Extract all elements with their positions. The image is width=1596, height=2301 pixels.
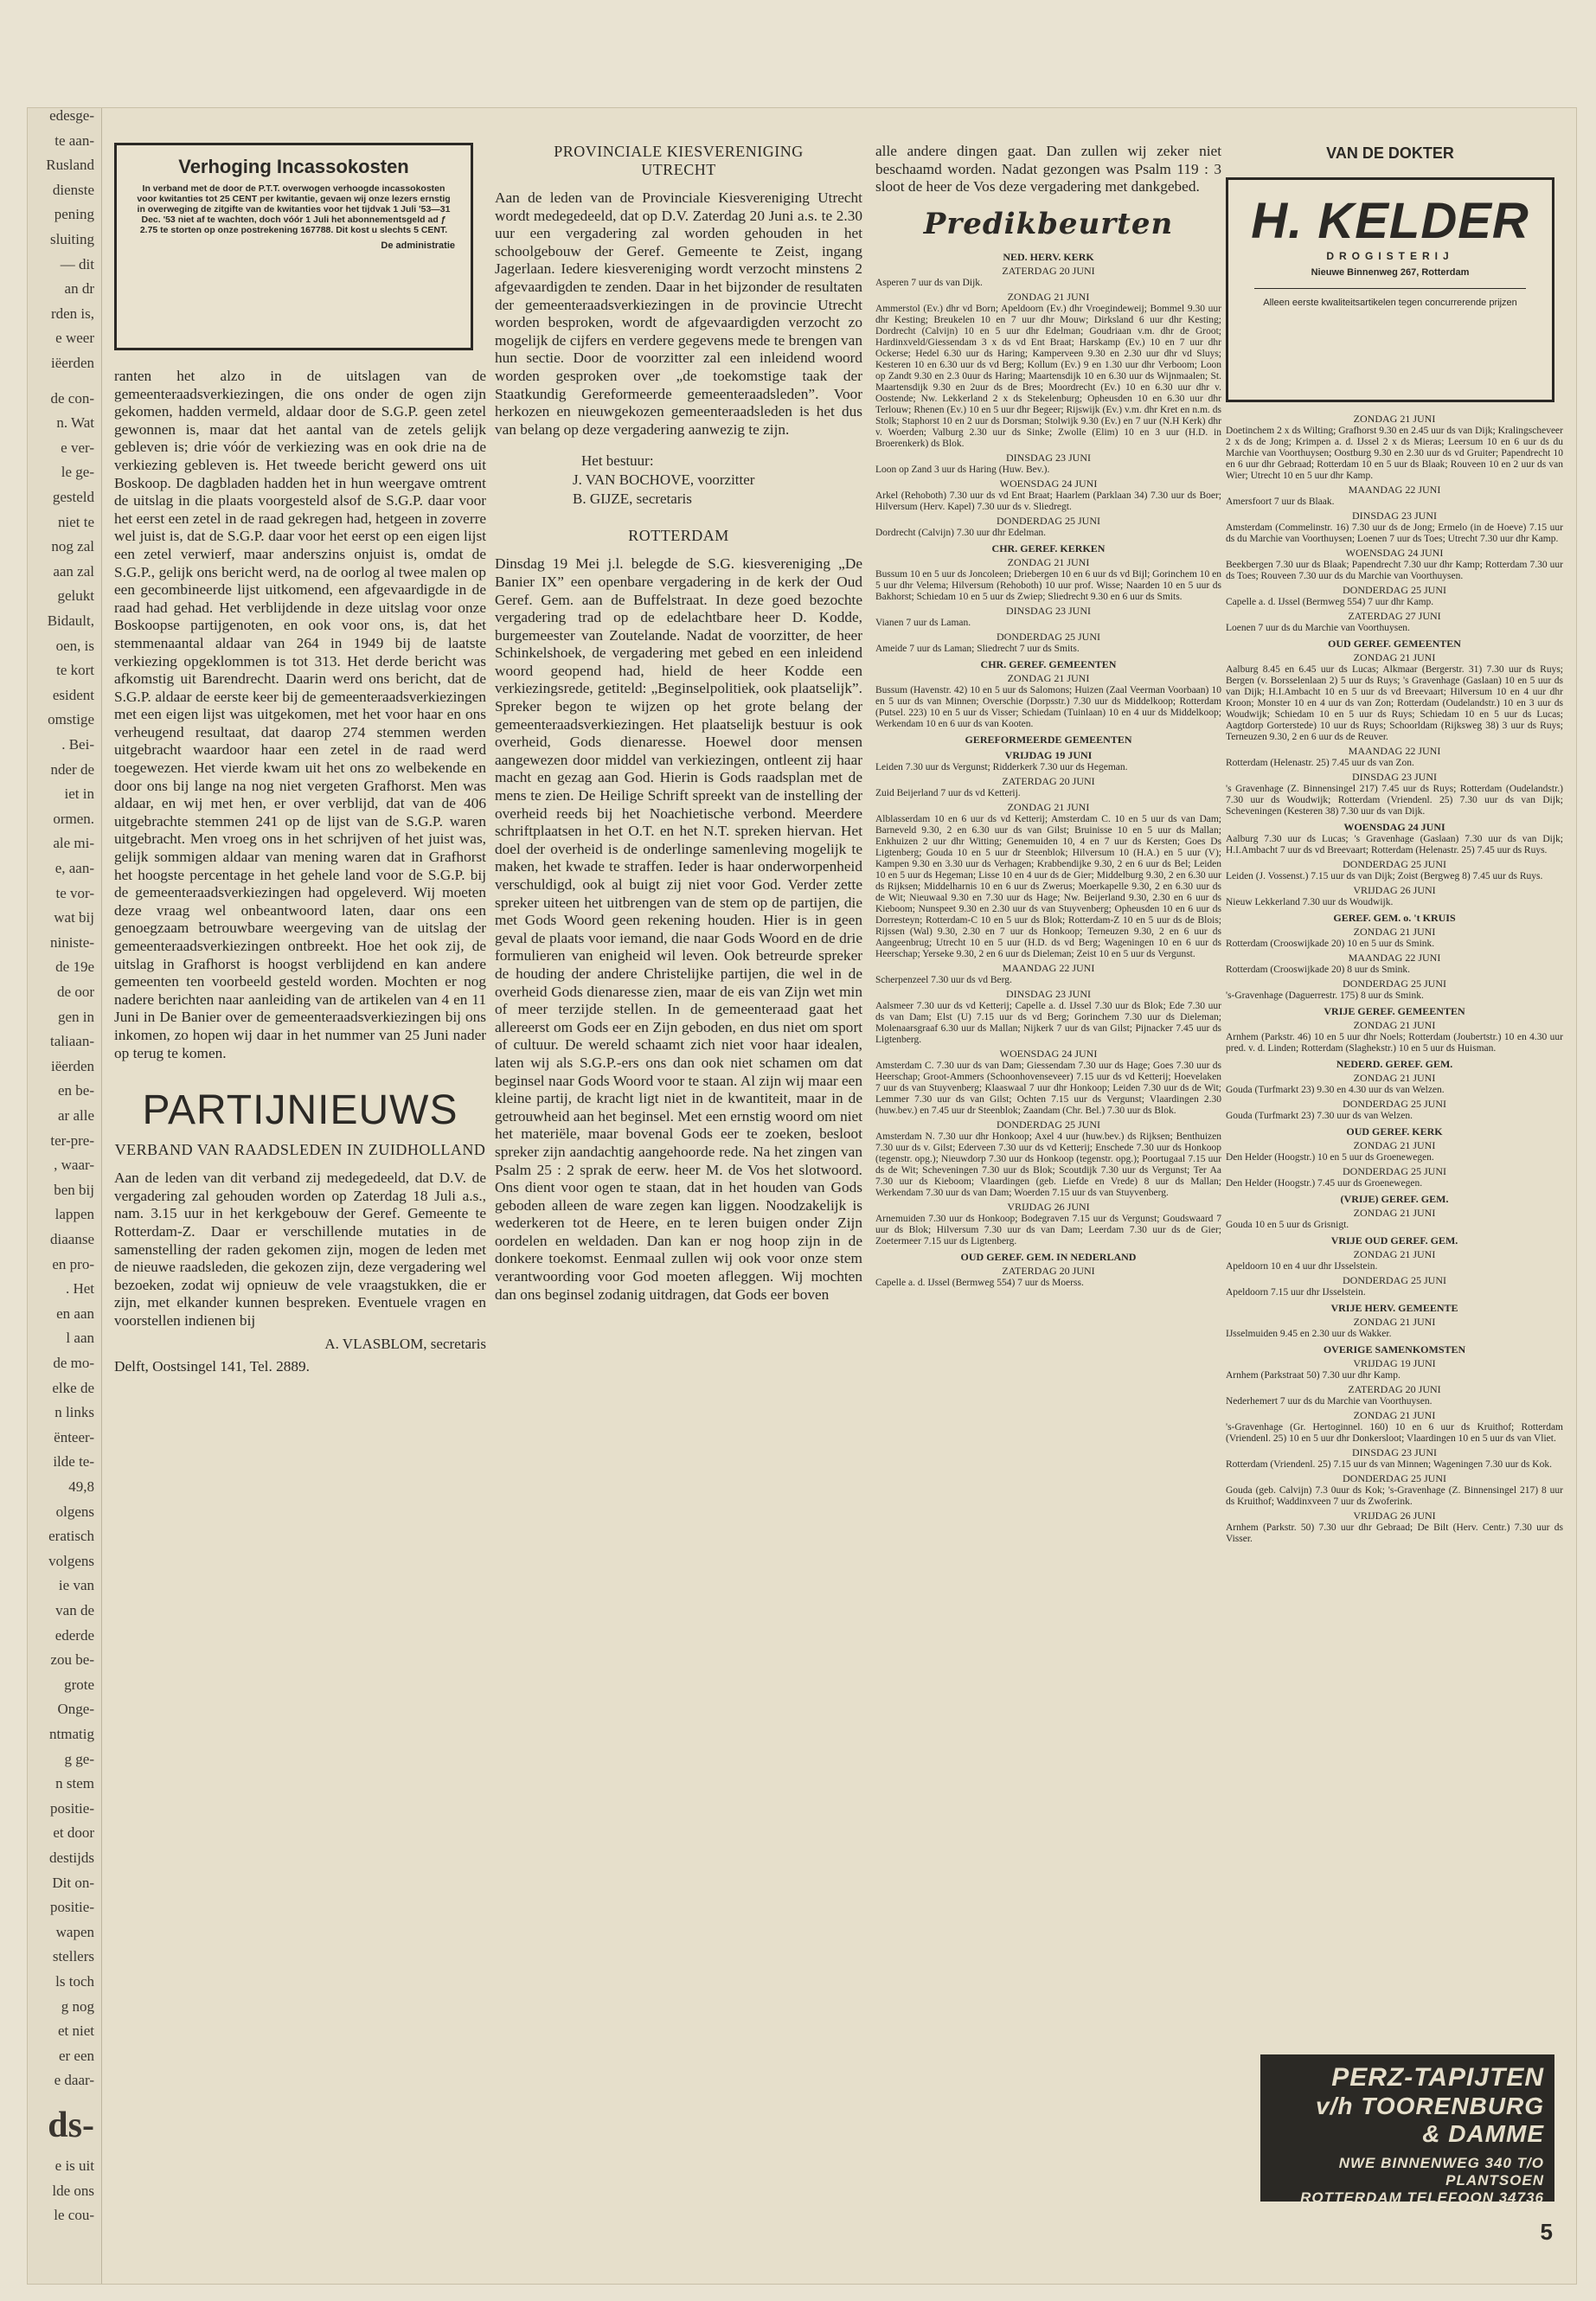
schedule-heading: VRIJE HERV. GEMEENTE — [1330, 1302, 1458, 1314]
edge-fragment: oen, is — [55, 637, 94, 654]
edge-fragment: lappen — [54, 1206, 94, 1223]
edge-fragment: edesge- — [49, 108, 94, 124]
edge-fragment: iëerden — [50, 355, 94, 371]
edge-fragment: en pro- — [52, 1255, 94, 1272]
schedule-entry: Nederhemert 7 uur ds du Marchie van Voorthuysen. — [1226, 1396, 1433, 1407]
schedule-heading: DONDERDAG 25 JUNI — [1343, 977, 1446, 990]
schedule-heading: ZONDAG 21 JUNI — [1353, 651, 1436, 663]
edge-fragment: ënteer- — [54, 1428, 94, 1445]
schedule-entry: Arnhem (Parkstr. 50) 7.30 uur dhr Gebraad; De Bilt (Herv. Centr.) 7.30 uur ds Visser. — [1226, 1522, 1563, 1544]
secretaris-signature: B. GIJZE, secretaris — [573, 490, 692, 508]
edge-fragment: et niet — [57, 2022, 94, 2040]
edge-fragment: en be- — [57, 1082, 94, 1099]
schedule-heading: WOENSDAG 24 JUNI — [1345, 547, 1444, 559]
schedule-entry: Rotterdam (Crooswijkade 20) 8 uur ds Smink. — [1226, 965, 1411, 975]
column-2 — [495, 143, 862, 1304]
schedule-entry: Arkel (Rehoboth) 7.30 uur ds vd Ent Braat; Haarlem (Parklaan 34) 7.30 uur ds Boer; Hilversum (Herv. Kapel) 7.30 uur ds v. Sliedregt. — [875, 490, 1221, 512]
edge-fragment: niet te — [57, 513, 94, 530]
schedule-heading: DONDERDAG 25 JUNI — [1343, 1472, 1446, 1484]
edge-fragment: te kort — [56, 662, 94, 679]
schedule-heading: ZONDAG 21 JUNI — [1353, 1072, 1436, 1084]
schedule-entry: Amsterdam (Commelinstr. 16) 7.30 uur ds de Jong; Ermelo (in de Hoeve) 7.15 uur ds du Marchie van Voorthuysen; Loenen 7 uur ds Toes; Utrecht 7.30 uur dhr Kamp. — [1226, 522, 1563, 544]
schedule-entry: Gouda (Turfmarkt 23) 7.30 uur ds van Welzen. — [1226, 1111, 1413, 1121]
schedule-entry: 's-Gravenhage (Gr. Hertoginnel. 160) 10 en 6 uur ds Kruithof; Rotterdam (Vriendenl. 25) 10 en 5 uur dhr Donkersloot; Vlaardingen 10 en 5 uur ds van Vliet. — [1226, 1422, 1563, 1444]
edge-fragment: le ge- — [61, 464, 94, 481]
schedule-heading: VRIJDAG 26 JUNI — [1353, 884, 1436, 896]
schedule-heading: (VRIJE) GEREF. GEM. — [1340, 1193, 1449, 1205]
schedule-entry: Aalburg 8.45 en 6.45 uur ds Lucas; Alkmaar (Bergerstr. 31) 7.30 uur ds Ruys; Bergen (v. Borsselenlaan 2) 5 uur ds Ruys; 's Gravenhage (Gaslaan) 10 en 5 uur ds van Dijk; H.I.Ambacht 10 en 5 uur ds vd Breevaart; Hilversum 10 en 4 uur dhr Kroon; Monster 10 en 4 uur ds van Zon; Rotterdam (Oudelandstr.) 10 en 3 uur ds Woudwijk; Schiedam 10 en 5 uur ds Ruys; Schiedam 10 en 5 uur ds Lucas; Aagtdorp Gorterstede) 10 uur ds Ruys; Schoorldam (Rijksweg 38) 3 uur ds Ruys; Terneuzen 9.30, 2 en 6 uur ds de Reuver. — [1226, 664, 1563, 742]
edge-fragment: dienste — [52, 181, 94, 198]
column-3 — [875, 143, 1221, 1289]
prov-kiesvereniging-text: Aan de leden van de Provinciale Kiesvereniging Utrecht wordt medegedeeld, dat op D.V. Zaterdag 20 Juni a.s. te 2.30 uur een vergadering zal worden gehouden in het schoolgebouw der Geref. Gemeente te Zeist, ingang Jagerlaan. Iedere kiesvereniging wordt verzocht minstens 2 afgevaardigden te zenden. Daar in het bijzonder de resultaten der gemeenteraadsverkiezingen in de provincie Utrecht worden besproken, wordt de afgevaardigden verzocht zo mogelijk de cijfers en verdere gegevens mede te brengen van hun sectie. Door de voorzitter zal een inleidend woord worden gesproken over „de toekomstige taak der Staatkundig Gereformeerde gemeenteraadsleden”. Voor herkozen en nieuwgekozen gemeenteraadsleden is het dus van belang op deze vergadering aanwezig te zijn. — [495, 189, 862, 438]
schedule-heading: ZONDAG 21 JUNI — [1353, 1248, 1436, 1260]
edge-fragment: olgens — [55, 1503, 94, 1520]
edge-fragment: g nog — [61, 1997, 94, 2015]
schedule-entry: Aalburg 7.30 uur ds Lucas; 's Gravenhage (Gaslaan) 7.30 uur ds van Dijk; H.I.Ambacht 7 uur ds vd Breevaart; Rotterdam (Helenastr. 25) 7.45 uur ds Ruys. — [1226, 834, 1563, 856]
edge-fragment: Dit on- — [52, 1874, 94, 1891]
edge-fragment: taliaan- — [50, 1033, 94, 1050]
edge-fragment: , waar- — [54, 1157, 94, 1174]
schedule-heading: OVERIGE SAMENKOMSTEN — [1323, 1343, 1466, 1356]
edge-fragment: gesteld — [52, 489, 94, 505]
schedule-heading: DONDERDAG 25 JUNI — [1343, 858, 1446, 870]
election-results-article: ranten het alzo in de uitslagen van de gemeenteraadsverkiezingen, die ons onder de ogen zijn gekomen, hadden vermeld, aldaar door de S.G.P. geen zetel gewonnen is, maar dat het aantal van de zetels gelijk gebleven is; drie vóór de verkiezing was en ook drie na de verkiezing gebleven is. Het tweede bericht gewerd ons uit Boskoop. De dagbladen hadden het in hun weergave omtrent de uitslag in die plaats voorgesteld alsof de S.G.P. daar voor het eerst een zetel in de raad gekregen had, hetgeen in zoverre wel juist is, dat de S.G.P. daar voor het eerst op een eigen lijst een zetel verwierf, maar anderszins onjuist is, omdat de S.G.P., gelijk ons bericht werd, na de oorlog al twee malen op een gecombineerde lijst uitkomend, een afgevaardigde in de raad had gehad. Het verblijdende in deze uitslag voor onze Boskoopse partijgenoten, en ook voor ons, is, dat het stemmenaantal aldaar van 264 in 1949 bij de laatste verkiezing opgeklommen is tot 313. Het derde bericht was afkomstig uit Barendrecht. Daarin werd ons bericht, dat de S.G.P. aldaar de eerste keer bij de gemeenteraadsverkiezingen met een eigen lijst was uitgekomen, met het voor haar en ons verheugend resultaat, dat daarop 274 stemmen werden uitgebracht waardoor haar een zetel in de raad werd toegewezen. Het vierde kwam uit het ons zo welbekende en door ons bij lange na nog niet vergeten Grafhorst. Men was aldaar, en wij met hen, er over verblijd, dat van de 406 uitgebrachte stemmen 241 op de lijst van de S.G.P. waren uitgebracht. Men vroeg ons in het schrijven of het juist was, gelijk sommigen aldaar van mening waren dat in Grafhorst het hoogste percentage in het gehele land voor de S.G.P. bij de gemeenteraadsverkiezingen had opgeleverd. Wij moeten deze vraag wel onbeantwoord laten, daar ons een genoegzaam betrouwbare weergeving van de uitslag der gemeenteraadsverkiezingen ontbreekt. Hoe het ook zij, de uitslag in Grafhorst is hoogst verblijdend en kan andere gemeenten ten voorbeeld gesteld worden. Mochten er nog nadere berichten naar aanleiding van de artikelen van 4 en 11 Juni in De Banier over de gemeenteraadsverkiezingen bij ons inkomen, zo hopen wij daar in het nummer van 25 Juni nader op terug te komen. — [114, 368, 486, 1061]
schedule-entry: Scherpenzeel 7.30 uur ds vd Berg. — [875, 974, 1012, 985]
schedule-heading: WOENSDAG 24 JUNI — [1343, 821, 1445, 833]
edge-fragment: ben bij — [54, 1181, 94, 1198]
edge-fragment: nog zal — [51, 538, 94, 555]
incasso-title: Verhoging Incassokosten — [178, 156, 409, 177]
edge-fragment: wat bij — [54, 909, 94, 926]
edge-fragment: de mo- — [53, 1355, 94, 1371]
edge-fragment: e is uit — [54, 2157, 94, 2174]
kelder-name: H. KELDER — [1251, 193, 1529, 249]
schedule-heading: MAANDAG 22 JUNI — [1348, 952, 1441, 964]
edge-fragment: ale mi- — [53, 835, 94, 852]
schedule-heading: VRIJE OUD GEREF. GEM. — [1330, 1234, 1458, 1247]
schedule-heading: DONDERDAG 25 JUNI — [997, 1118, 1100, 1131]
edge-fragment: eratisch — [48, 1528, 94, 1545]
edge-fragment: Onge- — [57, 1701, 94, 1718]
edge-fragment: de oor — [57, 984, 94, 1000]
schedule-heading: CHR. GEREF. GEMEENTEN — [980, 657, 1117, 670]
schedule-entry: Beekbergen 7.30 uur ds Blaak; Papendrecht 7.30 uur dhr Kamp; Rotterdam 7.30 uur ds Toes; Rouveen 7.30 uur ds du Marchie van Voorthuysen. — [1226, 560, 1563, 581]
schedule-entry: Gouda (geb. Calvijn) 7.3 0uur ds Kok; 's-Gravenhage (Z. Binnensingel 217) 8 uur ds Kruithof; Waddinxveen 7 uur ds Zwoferink. — [1226, 1485, 1563, 1507]
schedule-entry: Bussum 10 en 5 uur ds Joncoleen; Driebergen 10 en 6 uur ds vd Bijl; Gorinchem 10 en 5 uur dhr Velema; Hilversum (Rehoboth) 10 uur prof. Wisse; Naarden 10 en 5 uur ds Bakhorst; Schiedam 10 en 5 uur ds Zwiep; Sliedrecht 9.30 en 6 uur ds Smits. — [875, 568, 1221, 602]
schedule-entry: Zuid Beijerland 7 uur ds vd Ketterij. — [875, 787, 1021, 798]
schedule-entry: Asperen 7 uur ds van Dijk. — [875, 277, 983, 288]
schedule-heading: GEREFORMEERDE GEMEENTEN — [965, 733, 1132, 746]
verband-address: Delft, Oostsingel 141, Tel. 2889. — [114, 1357, 310, 1375]
ad-line-5: ROTTERDAM TELEFOON 34736 — [1300, 2189, 1544, 2206]
edge-fragment: n links — [54, 1404, 94, 1421]
edge-fragment: pening — [54, 206, 94, 223]
schedule-entry: Ameide 7 uur ds Laman; Sliedrecht 7 uur ds Smits. — [875, 643, 1080, 654]
schedule-heading: DINSDAG 23 JUNI — [1006, 451, 1091, 464]
edge-fragment: destijds — [49, 1849, 94, 1866]
edge-fragment: iet in — [64, 785, 94, 803]
edge-fragment: ederde — [54, 1626, 94, 1644]
prov-kiesvereniging-heading: PROVINCIALE KIESVERENIGING UTRECHT — [554, 143, 804, 178]
edge-fragment: e weer — [55, 330, 94, 347]
voorzitter-signature: J. VAN BOCHOVE, voorzitter — [573, 471, 755, 489]
schedule-entry: Amersfoort 7 uur ds Blaak. — [1226, 497, 1335, 507]
edge-fragment: positie- — [50, 1799, 94, 1817]
edge-fragment: wapen — [55, 1923, 94, 1940]
edge-fragment: de con- — [50, 389, 94, 407]
schedule-heading: DINSDAG 23 JUNI — [1352, 771, 1437, 783]
edge-fragment: volgens — [48, 1552, 94, 1569]
schedule-heading: DONDERDAG 25 JUNI — [1343, 1274, 1446, 1286]
schedule-heading: DONDERDAG 25 JUNI — [1343, 584, 1446, 596]
edge-fragment: elke de — [52, 1379, 94, 1396]
edge-fragment: ormen. — [53, 810, 94, 827]
edge-fragment: ter-pre- — [50, 1131, 94, 1149]
schedule-entry: Arnhem (Parkstraat 50) 7.30 uur dhr Kamp. — [1226, 1370, 1401, 1381]
schedule-heading: NED. HERV. KERK — [1003, 250, 1094, 263]
schedule-entry: Gouda (Turfmarkt 23) 9.30 en 4.30 uur ds van Welzen. — [1226, 1085, 1445, 1095]
verband-signature: A. VLASBLOM, secretaris — [324, 1335, 486, 1352]
schedule-entry: Capelle a. d. IJssel (Bermweg 554) 7 uur dhr Kamp. — [1226, 597, 1434, 607]
edge-fragment: ls toch — [55, 1973, 94, 1990]
edge-fragment: ntmatig — [49, 1726, 94, 1742]
schedule-entry: IJsselmuiden 9.45 en 2.30 uur ds Wakker. — [1226, 1329, 1392, 1339]
schedule-heading: VRIJDAG 19 JUNI — [1004, 748, 1093, 761]
edge-fragment: sluiting — [49, 231, 94, 247]
edge-fragment: van de — [55, 1602, 94, 1618]
schedule-heading: ZONDAG 21 JUNI — [1353, 1139, 1436, 1151]
edge-fragment: 49,8 — [68, 1478, 94, 1495]
schedule-heading: ZONDAG 21 JUNI — [1353, 1019, 1436, 1031]
schedule-heading: NEDERD. GEREF. GEM. — [1336, 1058, 1453, 1070]
edge-fragment: diaanse — [50, 1231, 94, 1247]
schedule-entry: Apeldoorn 10 en 4 uur dhr IJsselstein. — [1226, 1261, 1378, 1272]
schedule-heading: DINSDAG 23 JUNI — [1352, 510, 1437, 522]
schedule-heading: DONDERDAG 25 JUNI — [997, 630, 1100, 643]
schedule-heading: DINSDAG 23 JUNI — [1006, 987, 1091, 1000]
schedule-entry: Rotterdam (Vriendenl. 25) 7.15 uur ds van Minnen; Wageningen 7.30 uur ds Kok. — [1226, 1459, 1552, 1470]
incasso-signature: De administratie — [381, 240, 455, 251]
schedule-entry: Aalsmeer 7.30 uur ds vd Ketterij; Capelle a. d. IJssel 7.30 uur ds Blok; Ede 7.30 uur ds van Dam; Elst (U) 7.15 uur ds vd Berg; Gorinchem 7.30 uur ds Dieleman; Molenaarsgraaf 6.30 uur ds Mallan; Nijkerk 7 uur ds van Gilst; Pijnacker 7.45 uur ds Ligtenberg. — [875, 1000, 1221, 1045]
schedule-heading: MAANDAG 22 JUNI — [1002, 961, 1095, 974]
schedule-entry: Gouda 10 en 5 uur ds Grisnigt. — [1226, 1220, 1349, 1230]
verband-heading: VERBAND VAN RAADSLEDEN IN ZUIDHOLLAND — [114, 1141, 486, 1159]
incasso-notice-box — [114, 143, 473, 350]
edge-fragment: zou be- — [50, 1651, 94, 1669]
rotterdam-article-continued: alle andere dingen gaat. Dan zullen wij zeker niet beschaamd worden. Nadat gezongen was Psalm 119 : 3 sloot de heer de Vos deze vergadering met dankgebed. — [875, 143, 1221, 195]
edge-fragment: ilde te- — [53, 1453, 94, 1471]
edge-fragment: lde ons — [52, 2182, 94, 2199]
edge-fragment: e, aan- — [54, 860, 94, 876]
edge-fragment: an dr — [64, 280, 94, 298]
edge-fragment: de 19e — [55, 958, 94, 976]
schedule-heading: CHR. GEREF. KERKEN — [991, 542, 1106, 554]
schedule-entry: Bussum (Havenstr. 42) 10 en 5 uur ds Salomons; Huizen (Zaal Veerman Voorbaan) 10 en 5 uur ds van Minnen; Overschie (Dorpsstr.) 7.30 uur ds Middelkoop; Rotterdam (Putsel. 223) 10 en 5 uur ds Visser; Schiedam (Tuinlaan) 10 en 4 uur ds Middelkoop; Werkendam 10 en 6 uur ds van Kooten. — [875, 684, 1221, 729]
schedule-entry: Alblasserdam 10 en 6 uur ds vd Ketterij; Amsterdam C. 10 en 5 uur ds van Dam; Barneveld 9.30, 2 en 6.30 uur ds van Gilst; Bruinisse 10 en 5 uur ds Mallan; Enkhuizen 2 uur dhr Witting; Genemuiden 10, 4 en 7 uur ds Kersten; Goes Ds Ligtenberg; Gouda 10 en 5 uur dr Steenblok; Hilversum 10 (H.A.) en 5 uur (V); Kampen 9.30 en 3.30 uur ds Verhagen; Krabbendijke 9.30, 2 en 6 uur ds Bel; Leiden 10 en 5 uur ds Hegeman; Lisse 10 en 4 uur ds de Gier; Middelburg 9.30, 2 en 6.30 uur ds Rijksen; Middelharnis 10 en 6 uur ds Zwerus; Moerkapelle 9.30, 2 en 6.30 uur ds de Wit; Nieuwaal 9.30 en 7.30 uur ds Hage; Nw. Beijerland 9.30, 2.30 en 6 uur ds Kieboom; Nunspeet 9.30 en 2.30 uur ds van Stuyvenberg; Opheusden 10 en 6 uur ds Dorresteyn; Rotterdam-C 10 en 5 uur ds Blok; Rotterdam-Z 10 en 5 uur ds de Blois; Rijssen (Wal) 9.30, 2.30 en 7 uur ds Honkoop; Terneuzen 9.30, 2 en 6 uur ds Aangeenbrug; Utrecht 10 en 5 uur (H.D. ds vd Berg; Wageningen 10 en 6 uur ds Heerschap; Yerseke 9.30, 2 en 6 uur ds Dieleman; Zeist 10 en 5 uur ds Vergunst. — [875, 813, 1221, 959]
schedule-entry: Apeldoorn 7.15 uur dhr IJsselstein. — [1226, 1287, 1366, 1298]
drogisterij-label: DROGISTERIJ — [1326, 250, 1454, 262]
edge-fragment: gelukt — [57, 587, 94, 605]
predikbeurten-list-a — [875, 252, 1221, 1289]
edge-fragment: Rusland — [46, 157, 94, 174]
verband-text: Aan de leden van dit verband zij medegedeeld, dat D.V. de vergadering zal gehouden worden op Zaterdag 18 Juli a.s., nam. 3.15 uur in het kerkgebouw der Geref. Gemeente te Rotterdam-Z. Daar er verschillende mutaties in de samenstelling der raden gekomen zijn, mogen de leden met de nieuwe raadsleden, die gekozen zijn, deze vergadering wel bezoeken, zodat wij opnieuw de vele vraagstukken, die er zijn, met elkander kunnen bespreken. Eventuele vragen en voorstellen indienen bij — [114, 1170, 486, 1329]
schedule-heading: WOENSDAG 24 JUNI — [999, 1047, 1098, 1060]
perz-tapijten-advertisement — [1260, 2054, 1554, 2206]
schedule-heading: GEREF. GEM. o. 't KRUIS — [1333, 912, 1456, 924]
newspaper-page — [28, 108, 1576, 2284]
incasso-text: In verband met de door de P.T.T. overwogen verhoogde incassokosten voor kwitanties tot 25 CENT per kwitantie, gevaen wij onze lezers ernstig in overweging de zitgifte van de kwitanties voor het tijdvak 1 Juli '53—31 Dec. '53 niet af te wachten, doch vóór 1 Juli het abonnementsgeld ad ƒ 2.75 te storten op onze postrekening 167788. Dit kost u slechts 5 CENT. — [137, 183, 451, 235]
schedule-heading: WOENSDAG 24 JUNI — [999, 477, 1098, 490]
schedule-entry: Loon op Zand 3 uur ds Haring (Huw. Bev.). — [875, 464, 1050, 475]
edge-fragment: — dit — [60, 255, 94, 272]
edge-fragment: gen in — [57, 1008, 94, 1025]
schedule-heading: ZATERDAG 20 JUNI — [1348, 1383, 1441, 1395]
edge-fragment: le cou- — [54, 2207, 94, 2224]
schedule-heading: ZONDAG 21 JUNI — [1353, 1316, 1436, 1328]
edge-fragment: ds- — [48, 2106, 94, 2145]
schedule-heading: VRIJDAG 26 JUNI — [1007, 1200, 1090, 1213]
schedule-entry: Arnemuiden 7.30 uur ds Honkoop; Bodegraven 7.15 uur ds Vergunst; Goudswaard 7 uur ds Blok; Hilversum 7.30 uur ds van Dam; Leerdam 7.30 uur ds de Gier; Zoetermeer 7.15 uur ds Ligtenberg. — [875, 1213, 1221, 1247]
schedule-heading: OUD GEREF. KERK — [1346, 1125, 1443, 1138]
edge-fragment: rden is, — [50, 304, 94, 322]
edge-fragment: grote — [64, 1676, 94, 1693]
schedule-entry: Ammerstol (Ev.) dhr vd Born; Apeldoorn (Ev.) dhr Vroegindeweij; Bommel 9.30 uur dhr Kesting; Breukelen 10 en 7 uur dhr Mouw; Dirksland 6 uur dhr Kesting; Dordrecht (Calvijn) 10 en 5 uur dhr Edelman; Goudriaan v.m. dhr de Groot; Hardinxveld/Giessendam 3 x ds vd Ent Braat; Harskamp (Ev.) 10 en 7 uur dhr Ockerse; Hedel 6.30 uur ds Haring; Kamperveen 9.30 en 2.30 uur dhr vd Sluys; Kesteren 10 en 6.30 uur ds vd Berg; Kollum (Ev.) 9 en 1.30 uur dhr Verboom; Loon op Zandt 9.30 en 2.3 0uur ds Haring; Maartensdijk 10 en 6.30 uur ds Wijnmaalen; St. Maartensdijk 9.30 en 2uur ds de Bres; Moordrecht (Ev.) 10 en 6.30 uur dhr v. Oostende; Nw. Lekkerland 2 x ds Stekelenburg; Opheusden 10 en 6.30 uur dhr Terlouw; Rhenen (Ev.) 10 en 5 uur dhr Begeer; Rijswijk (Ev.) v.m. dhr Kret en n.m. ds Stolk; Staphorst 10 en 2 uur ds Dorsman; Stolwijk 9.30 (Ev.) en 7 uur (N.H Kerk) dhr v. Woerden; Valburg 2.30 uur ds Sinke; Zwolle (Elim) 10 en 3 uur (H.D. in Broerenkerk) ds Blok. — [875, 303, 1221, 449]
schedule-entry: Den Helder (Hoogstr.) 10 en 5 uur ds Groenewegen. — [1226, 1152, 1434, 1163]
edge-fragment: en aan — [56, 1304, 94, 1322]
schedule-heading: VRIJDAG 26 JUNI — [1353, 1509, 1436, 1522]
schedule-heading: MAANDAG 22 JUNI — [1348, 745, 1441, 757]
schedule-heading: ZATERDAG 27 JUNI — [1348, 610, 1441, 622]
schedule-entry: 's-Gravenhage (Daguerrestr. 175) 8 uur ds Smink. — [1226, 990, 1424, 1001]
edge-fragment: omstige — [48, 711, 94, 728]
edge-fragment: esident — [52, 686, 94, 703]
schedule-heading: DINSDAG 23 JUNI — [1352, 1446, 1437, 1458]
ad-line-2: v/h TOORENBURG — [1316, 2093, 1544, 2119]
schedule-heading: OUD GEREF. GEMEENTEN — [1328, 638, 1461, 650]
edge-fragment: niniste- — [50, 933, 94, 951]
ad-divider — [1254, 288, 1526, 289]
edge-fragment: aan zal — [53, 562, 94, 580]
bestuur-label: Het bestuur: — [581, 452, 654, 470]
schedule-entry: Dordrecht (Calvijn) 7.30 uur dhr Edelman. — [875, 527, 1047, 538]
schedule-heading: OUD GEREF. GEM. IN NEDERLAND — [960, 1250, 1137, 1263]
kelder-slogan: Alleen eerste kwaliteitsartikelen tegen concurrerende prijzen — [1263, 298, 1517, 308]
edge-fragment: te aan- — [54, 131, 94, 149]
edge-fragment: iëerden — [50, 1057, 94, 1074]
predikbeurten-list-b — [1226, 411, 1563, 1545]
schedule-heading: DONDERDAG 25 JUNI — [1343, 1165, 1446, 1177]
schedule-heading: MAANDAG 22 JUNI — [1348, 484, 1441, 496]
ad-line-4: NWE BINNENWEG 340 T/O PLANTSOEN — [1338, 2155, 1544, 2189]
edge-fragment: nder de — [50, 760, 94, 778]
schedule-entry: Rotterdam (Crooswijkade 20) 10 en 5 uur ds Smink. — [1226, 939, 1435, 949]
edge-fragment: l aan — [66, 1330, 94, 1347]
edge-fragment: e ver- — [61, 439, 94, 456]
edge-fragment: ie van — [58, 1577, 94, 1594]
schedule-heading: ZATERDAG 20 JUNI — [1002, 264, 1095, 277]
partijnieuws-heading: PARTIJNIEUWS — [142, 1087, 458, 1134]
schedule-heading: DONDERDAG 25 JUNI — [997, 514, 1100, 527]
schedule-entry: Rotterdam (Helenastr. 25) 7.45 uur ds van Zon. — [1226, 758, 1414, 768]
schedule-entry: Nieuw Lekkerland 7.30 uur ds Woudwijk. — [1226, 897, 1394, 907]
schedule-heading: ZONDAG 21 JUNI — [1353, 413, 1436, 425]
schedule-entry: Leiden 7.30 uur ds Vergunst; Ridderkerk 7.30 uur ds Hegeman. — [875, 761, 1128, 772]
edge-fragment: stellers — [52, 1948, 94, 1965]
edge-fragment: n stem — [55, 1775, 94, 1792]
rotterdam-heading: ROTTERDAM — [628, 527, 729, 545]
kelder-advertisement — [1226, 177, 1554, 402]
schedule-heading: ZONDAG 21 JUNI — [1007, 290, 1090, 303]
kelder-address: Nieuwe Binnenweg 267, Rotterdam — [1311, 267, 1470, 278]
schedule-heading: VRIJDAG 19 JUNI — [1353, 1357, 1436, 1369]
edge-fragment: . Bei- — [61, 736, 94, 753]
schedule-entry: Doetinchem 2 x ds Wilting; Grafhorst 9.30 en 2.45 uur ds van Dijk; Kralingscheveer 2 x ds de Jong; Krimpen a. d. IJssel 2 x ds Mieras; Leersum 10 en 6 uur ds du Marchie van Voorthuysen; Oostburg 9.30 en 2.30 uur ds vd Gruiter; Papendrecht 10 en 6 uur dhr Gebraad; Rotterdam 10 en 5 uur ds Blaak; Rouveen 10 en 2 uur ds van Wier; Utrecht 10 en 5 uur dhr Kamp. — [1226, 426, 1563, 481]
schedule-heading: DONDERDAG 25 JUNI — [1343, 1098, 1446, 1110]
ad-line-3: & DAMME — [1422, 2120, 1544, 2147]
page-number: 5 — [1540, 2219, 1553, 2245]
predikbeurten-heading: Predikbeurten — [923, 206, 1174, 241]
schedule-entry: Amsterdam N. 7.30 uur dhr Honkoop; Axel 4 uur (huw.bev.) ds Rijksen; Benthuizen 7.30 uur ds v. Gilst; Ederveen 7.30 uur ds vd Ketterij; Enschede 7.30 uur ds Honkoop (tegenstr. opg.); Nieuwdorp 7.30 uur ds Honkoop (tegenstr. opg.); Poortugaal 7.15 uur ds de Wit; Scheveningen 7.30 uur ds Blok; Scoutdijk 7.30 uur ds Vergunst; Ter Aa 7.30 uur ds Kieboom; Vlaardingen (geb. Liefde en Vrede) 8 uur ds Mallan; Werkendam 7.30 uur ds van Dam; Woerden 7.15 uur ds van Stuyvenberg. — [875, 1131, 1221, 1198]
van-de-dokter-label: VAN DE DOKTER — [1326, 144, 1454, 162]
adjacent-page-edge — [28, 108, 102, 2284]
schedule-entry: Capelle a. d. IJssel (Bermweg 554) 7 uur ds Moerss. — [875, 1277, 1084, 1288]
schedule-entry: 's Gravenhage (Z. Binnensingel 217) 7.45 uur ds Ruys; Rotterdam (Oudelandstr.) 7.30 uur ds Woudwijk; Rotterdam (Vriendenl. 25) 7.30 uur ds van Dijk; Scheveningen (Kesteren 38) 7.30 uur ds van Dijk. — [1226, 784, 1563, 817]
edge-fragment: e daar- — [54, 2072, 94, 2089]
edge-fragment: g ge- — [64, 1750, 94, 1767]
edge-fragment: positie- — [50, 1899, 94, 1916]
edge-fragment: er een — [58, 2047, 94, 2064]
rotterdam-article: Dinsdag 19 Mei j.l. belegde de S.G. kiesvereniging „De Banier IX” een openbare vergadering in de kerk der Oud Geref. Gem. aan de Buffelstraat. In deze goed bezochte vergadering trad op de edelachtbare heer D. Kodde, burgemeester van Zoutelande. Nadat de voorzitter, de heer Schinkelshoek, de vergadering met gebed en een inleidend woord geopend had, hield de heer Kodde een verkiezingsrede, getiteld: „Beginselpolitiek, ook plaatselijk”. Spreker begon te wijzen op het grote belang der gemeenteraadsverkiezingen. Het plaatselijk bestuur is ook overheid, Gods dienaresse. Hoewel door mensen aangewezen door middel van verkiezingen, ontleent zij haar macht en gezag aan God. Hierin is Gods raadsplan met de mens te zien. De Heilige Schrift spreekt van de instelling der overheid reeds bij het Noachietische verbond. Meerdere schriftplaatsen in het O.T. en het N.T. spreken hiervan. Het doel der overheid is de onderlinge samenleving mogelijk te maken, het kwade te straffen. Ieder is haar onderworpenheid verschuldigd, ook al buigt zij niet voor God. Verder zette spreker uiteen het uitbrengen van de stem op de partijen, die met Gods Woord geen rekening houden. Hier is in geen geval de plaats voor iemand, die naar Gods Woord en de drie formulieren van enigheid wil leven. Ook betreurde spreker de houding der andere Christelijke partijen, die wel in de overheid Gods dienaresse zien, maar de eis van Zijn wet min of meer terzijde stellen. In de gemeenteraad gaat het allereerst om Gods eer en Zijn geboden, en dus niet om sport of cultuur. De wereld schaamt zich niet voor haar idealen, laten wij als S.G.P.-ers ons dan ook niet schamen om dat beginsel naar Gods Woord voor te staan. Al zijn wij maar een kleine partij, de kracht ligt niet in de kwantiteit, maar in de getrouwheid aan het beginsel. Met een ernstig woord om niet het materiële, maar bovenal Gods eer te zoeken, besloot spreker zijn aandachtig aangehoorde rede. Na het zingen van Psalm 25 : 2 sprak de eerw. heer M. de Vos het slotwoord. Ons dient voor ogen te staan, dat in het houden van Gods geboden alleen de ware zegen kan liggen. Noodzakelijk is wederkeren tot de Heere, en te leren buigen onder Zijn oordelen en weldaden. Dan kan er nog hoop zijn in de donkere toekomst. Eenmaal zullen wij ook voor onze stem verantwoording voor God moeten afleggen. Wij mochten dan ons beginsel zodanig uitdragen, dat Gods eer boven — [495, 555, 862, 1303]
schedule-heading: ZONDAG 21 JUNI — [1007, 671, 1090, 684]
edge-fragment: te vor- — [55, 884, 94, 901]
schedule-entry: Vianen 7 uur ds Laman. — [875, 617, 971, 628]
edge-fragment: Bidault, — [47, 612, 94, 629]
schedule-heading: DINSDAG 23 JUNI — [1006, 604, 1091, 617]
schedule-heading: ZONDAG 21 JUNI — [1353, 1207, 1436, 1219]
schedule-heading: ZONDAG 21 JUNI — [1007, 800, 1090, 813]
schedule-entry: Loenen 7 uur ds du Marchie van Voorthuysen. — [1226, 623, 1410, 633]
schedule-entry: Amsterdam C. 7.30 uur ds van Dam; Giessendam 7.30 uur ds Hage; Goes 7.30 uur ds Heerschap; Groot-Ammers (Schoonhovenseveer) 7.15 uur ds vd Ketterij; Hoevelaken 7 uur ds van Stuyvenberg; Klaaswaal 7 uur dhr Honkoop; Leiden 7.30 uur ds de Wit; Lemmer 7.30 uur ds van Gilst; Ochten 7.15 uur ds Vergunst; Vlaardingen 2.30 (huw.bev.) en 7.45 uur dr Steenblok; Zaandam (Chr. Bel.) 7.30 uur ds Blok. — [875, 1060, 1221, 1116]
schedule-entry: Arnhem (Parkstr. 46) 10 en 5 uur dhr Noels; Rotterdam (Joubertstr.) 10 en 4.30 uur pred. v. d. Linden; Rotterdam (Slaghekstr.) 10 en 5 uur ds Huisman. — [1226, 1032, 1563, 1054]
edge-fragment: . Het — [65, 1280, 94, 1298]
schedule-heading: ZONDAG 21 JUNI — [1353, 1409, 1436, 1421]
schedule-heading: ZONDAG 21 JUNI — [1007, 555, 1090, 568]
schedule-heading: ZONDAG 21 JUNI — [1353, 926, 1436, 938]
edge-fragment: n. Wat — [56, 414, 94, 432]
edge-fragment: ar alle — [58, 1107, 94, 1124]
schedule-heading: ZATERDAG 20 JUNI — [1002, 1264, 1095, 1277]
ad-line-1: PERZ-TAPIJTEN — [1331, 2063, 1544, 2092]
schedule-heading: VRIJE GEREF. GEMEENTEN — [1324, 1005, 1465, 1017]
schedule-entry: Den Helder (Hoogstr.) 7.45 uur ds Groenewegen. — [1226, 1178, 1423, 1189]
schedule-entry: Leiden (J. Vossenst.) 7.15 uur ds van Dijk; Zoist (Bergweg 8) 7.45 uur ds Ruys. — [1226, 871, 1543, 881]
schedule-heading: ZATERDAG 20 JUNI — [1002, 774, 1095, 787]
edge-fragment: et door — [53, 1824, 94, 1842]
